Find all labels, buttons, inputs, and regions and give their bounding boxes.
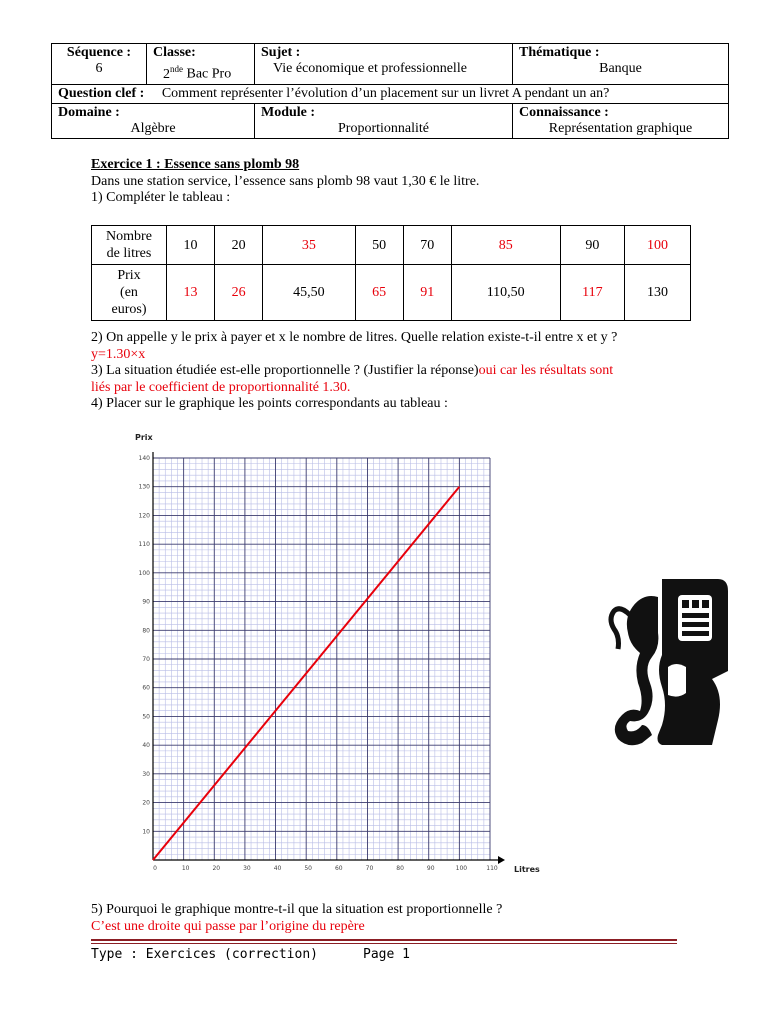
classe-cell — [147, 44, 255, 85]
x-axis-label: Litres — [514, 865, 540, 874]
classe-rest: Bac Pro — [183, 66, 232, 82]
y-tick-label: 110 — [138, 541, 150, 549]
x-tick-label: 0 — [153, 865, 157, 872]
row-header-litres — [92, 226, 167, 265]
x-tick-label: 20 — [212, 865, 221, 872]
module-value: Proportionnalité — [338, 120, 429, 136]
litres-cell[interactable]: 90 — [560, 226, 625, 265]
question-4: 4) Placer sur le graphique les points correspondants au tableau : — [91, 396, 448, 411]
connaissance-cell — [513, 103, 729, 138]
question-value: Comment représenter l’évolution d’un placement sur un livret A pendant un an? — [161, 85, 610, 101]
answer-3b: liés par le coefficient de proportionnalité 1.30. — [91, 379, 351, 395]
x-tick-label: 30 — [243, 865, 251, 872]
question-3-line — [91, 363, 691, 380]
y-tick-label: 80 — [142, 627, 150, 635]
question-5: 5) Pourquoi le graphique montre-t-il que la situation est proportionnelle ? — [91, 902, 503, 917]
prix-cell[interactable]: 26 — [215, 265, 263, 321]
exercise-intro — [91, 157, 691, 207]
y-tick-label: 120 — [138, 512, 150, 520]
row-header-line: euros) — [111, 302, 147, 317]
x-axis-arrow — [498, 856, 505, 864]
question-2: 2) On appelle y le prix à payer et x le nombre de litres. Quelle relation existe-t-il entre x et y ? — [91, 330, 618, 345]
module-label: Module : — [261, 104, 316, 120]
prix-cell[interactable]: 45,50 — [263, 265, 355, 321]
answer-2: y=1.30×x — [91, 346, 146, 362]
y-axis-label: Prix — [135, 433, 153, 442]
y-tick-label: 10 — [142, 828, 150, 836]
sequence-value: 6 — [95, 61, 103, 76]
footer-page: Page 1 — [363, 947, 410, 962]
connaissance-label: Connaissance : — [519, 104, 609, 120]
classe-num: 2 — [163, 66, 170, 82]
litres-cell[interactable]: 10 — [167, 226, 215, 265]
x-tick-label: 90 — [426, 865, 435, 872]
answer-3a: oui car les résultats sont — [478, 363, 614, 378]
y-tick-label: 50 — [142, 713, 150, 721]
y-tick-label: 130 — [138, 483, 150, 491]
thematique-label: Thématique : — [519, 45, 600, 60]
prix-cell[interactable]: 91 — [403, 265, 451, 321]
footer — [91, 947, 677, 962]
questions-block — [91, 330, 691, 413]
prix-cell[interactable]: 13 — [167, 265, 215, 321]
footer-divider — [91, 939, 677, 941]
question-3: 3) La situation étudiée est-elle proportionnelle ? (Justifier la réponse) — [91, 363, 479, 378]
table-row-litres — [92, 226, 691, 265]
footer-divider-thin — [91, 943, 677, 944]
x-tick-label: 110 — [486, 865, 498, 872]
x-tick-label: 40 — [273, 865, 282, 872]
header-table — [51, 43, 729, 139]
row-header-line: (en — [120, 285, 138, 300]
classe-label: Classe: — [153, 45, 196, 60]
litres-cell[interactable]: 85 — [451, 226, 560, 265]
sujet-label: Sujet : — [261, 45, 301, 60]
question-5-block — [91, 902, 691, 935]
price-table — [91, 225, 691, 321]
litres-cell[interactable]: 50 — [355, 226, 403, 265]
row-header-prix — [92, 265, 167, 321]
y-tick-label: 100 — [138, 569, 150, 577]
y-tick-label: 140 — [138, 455, 150, 462]
y-tick-label: 40 — [142, 742, 150, 750]
y-tick-label: 90 — [142, 598, 150, 606]
sujet-value: Vie économique et professionnelle — [273, 61, 467, 76]
domaine-label: Domaine : — [58, 104, 120, 120]
sujet-cell — [255, 44, 513, 85]
question-label: Question clef : — [58, 85, 145, 101]
row-header-line: de litres — [106, 246, 152, 261]
table-row-prix — [92, 265, 691, 321]
question-1: 1) Compléter le tableau : — [91, 190, 231, 205]
domaine-cell — [52, 103, 255, 138]
row-header-line: Prix — [117, 268, 141, 283]
thematique-cell — [513, 44, 729, 85]
question-cell — [52, 84, 729, 103]
sequence-cell — [52, 44, 147, 85]
litres-cell[interactable]: 20 — [215, 226, 263, 265]
answer-5: C’est une droite qui passe par l’origine du repère — [91, 918, 365, 934]
thematique-value: Banque — [599, 61, 642, 76]
x-tick-label: 80 — [396, 865, 404, 872]
fuel-pump-icon — [600, 575, 730, 750]
exercise-title: Exercice 1 : Essence sans plomb 98 — [91, 157, 300, 172]
classe-sup: nde — [170, 64, 183, 74]
connaissance-value: Représentation graphique — [548, 120, 693, 136]
module-cell — [255, 103, 513, 138]
litres-cell[interactable]: 35 — [263, 226, 355, 265]
y-tick-label: 70 — [142, 656, 150, 663]
y-tick-label: 30 — [142, 770, 150, 778]
domaine-value: Algèbre — [130, 120, 176, 136]
x-tick-label: 10 — [181, 865, 190, 872]
x-tick-label: 50 — [304, 865, 313, 872]
x-tick-label: 100 — [455, 865, 468, 872]
prix-cell[interactable]: 110,50 — [451, 265, 560, 321]
price-litres-chart — [125, 425, 555, 880]
y-tick-label: 20 — [142, 799, 150, 807]
prix-cell[interactable]: 117 — [560, 265, 625, 321]
x-tick-label: 70 — [365, 865, 374, 872]
y-tick-label: 60 — [142, 684, 150, 692]
litres-cell[interactable]: 100 — [625, 226, 691, 265]
sequence-label: Séquence : — [66, 45, 132, 60]
row-header-line: Nombre — [106, 229, 152, 244]
exercise-intro-text: Dans une station service, l’essence sans plomb 98 vaut 1,30 € le litre. — [91, 173, 480, 189]
litres-cell[interactable]: 70 — [403, 226, 451, 265]
prix-cell[interactable]: 65 — [355, 265, 403, 321]
prix-cell[interactable]: 130 — [625, 265, 691, 321]
footer-type: Type : Exercices (correction) — [91, 947, 318, 962]
x-tick-label: 60 — [334, 865, 343, 872]
